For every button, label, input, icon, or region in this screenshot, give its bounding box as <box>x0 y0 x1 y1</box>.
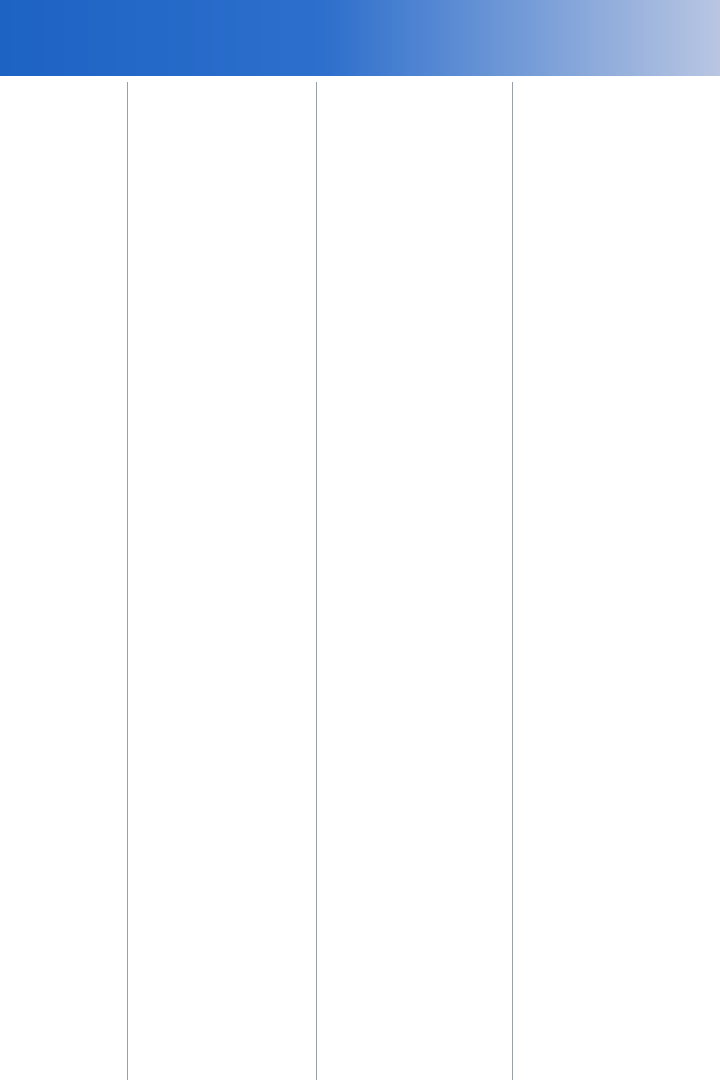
spec-table <box>0 82 720 1080</box>
column-divider <box>316 82 317 1080</box>
page-header <box>0 0 720 76</box>
column-divider <box>512 82 513 1080</box>
column-divider <box>127 82 128 1080</box>
